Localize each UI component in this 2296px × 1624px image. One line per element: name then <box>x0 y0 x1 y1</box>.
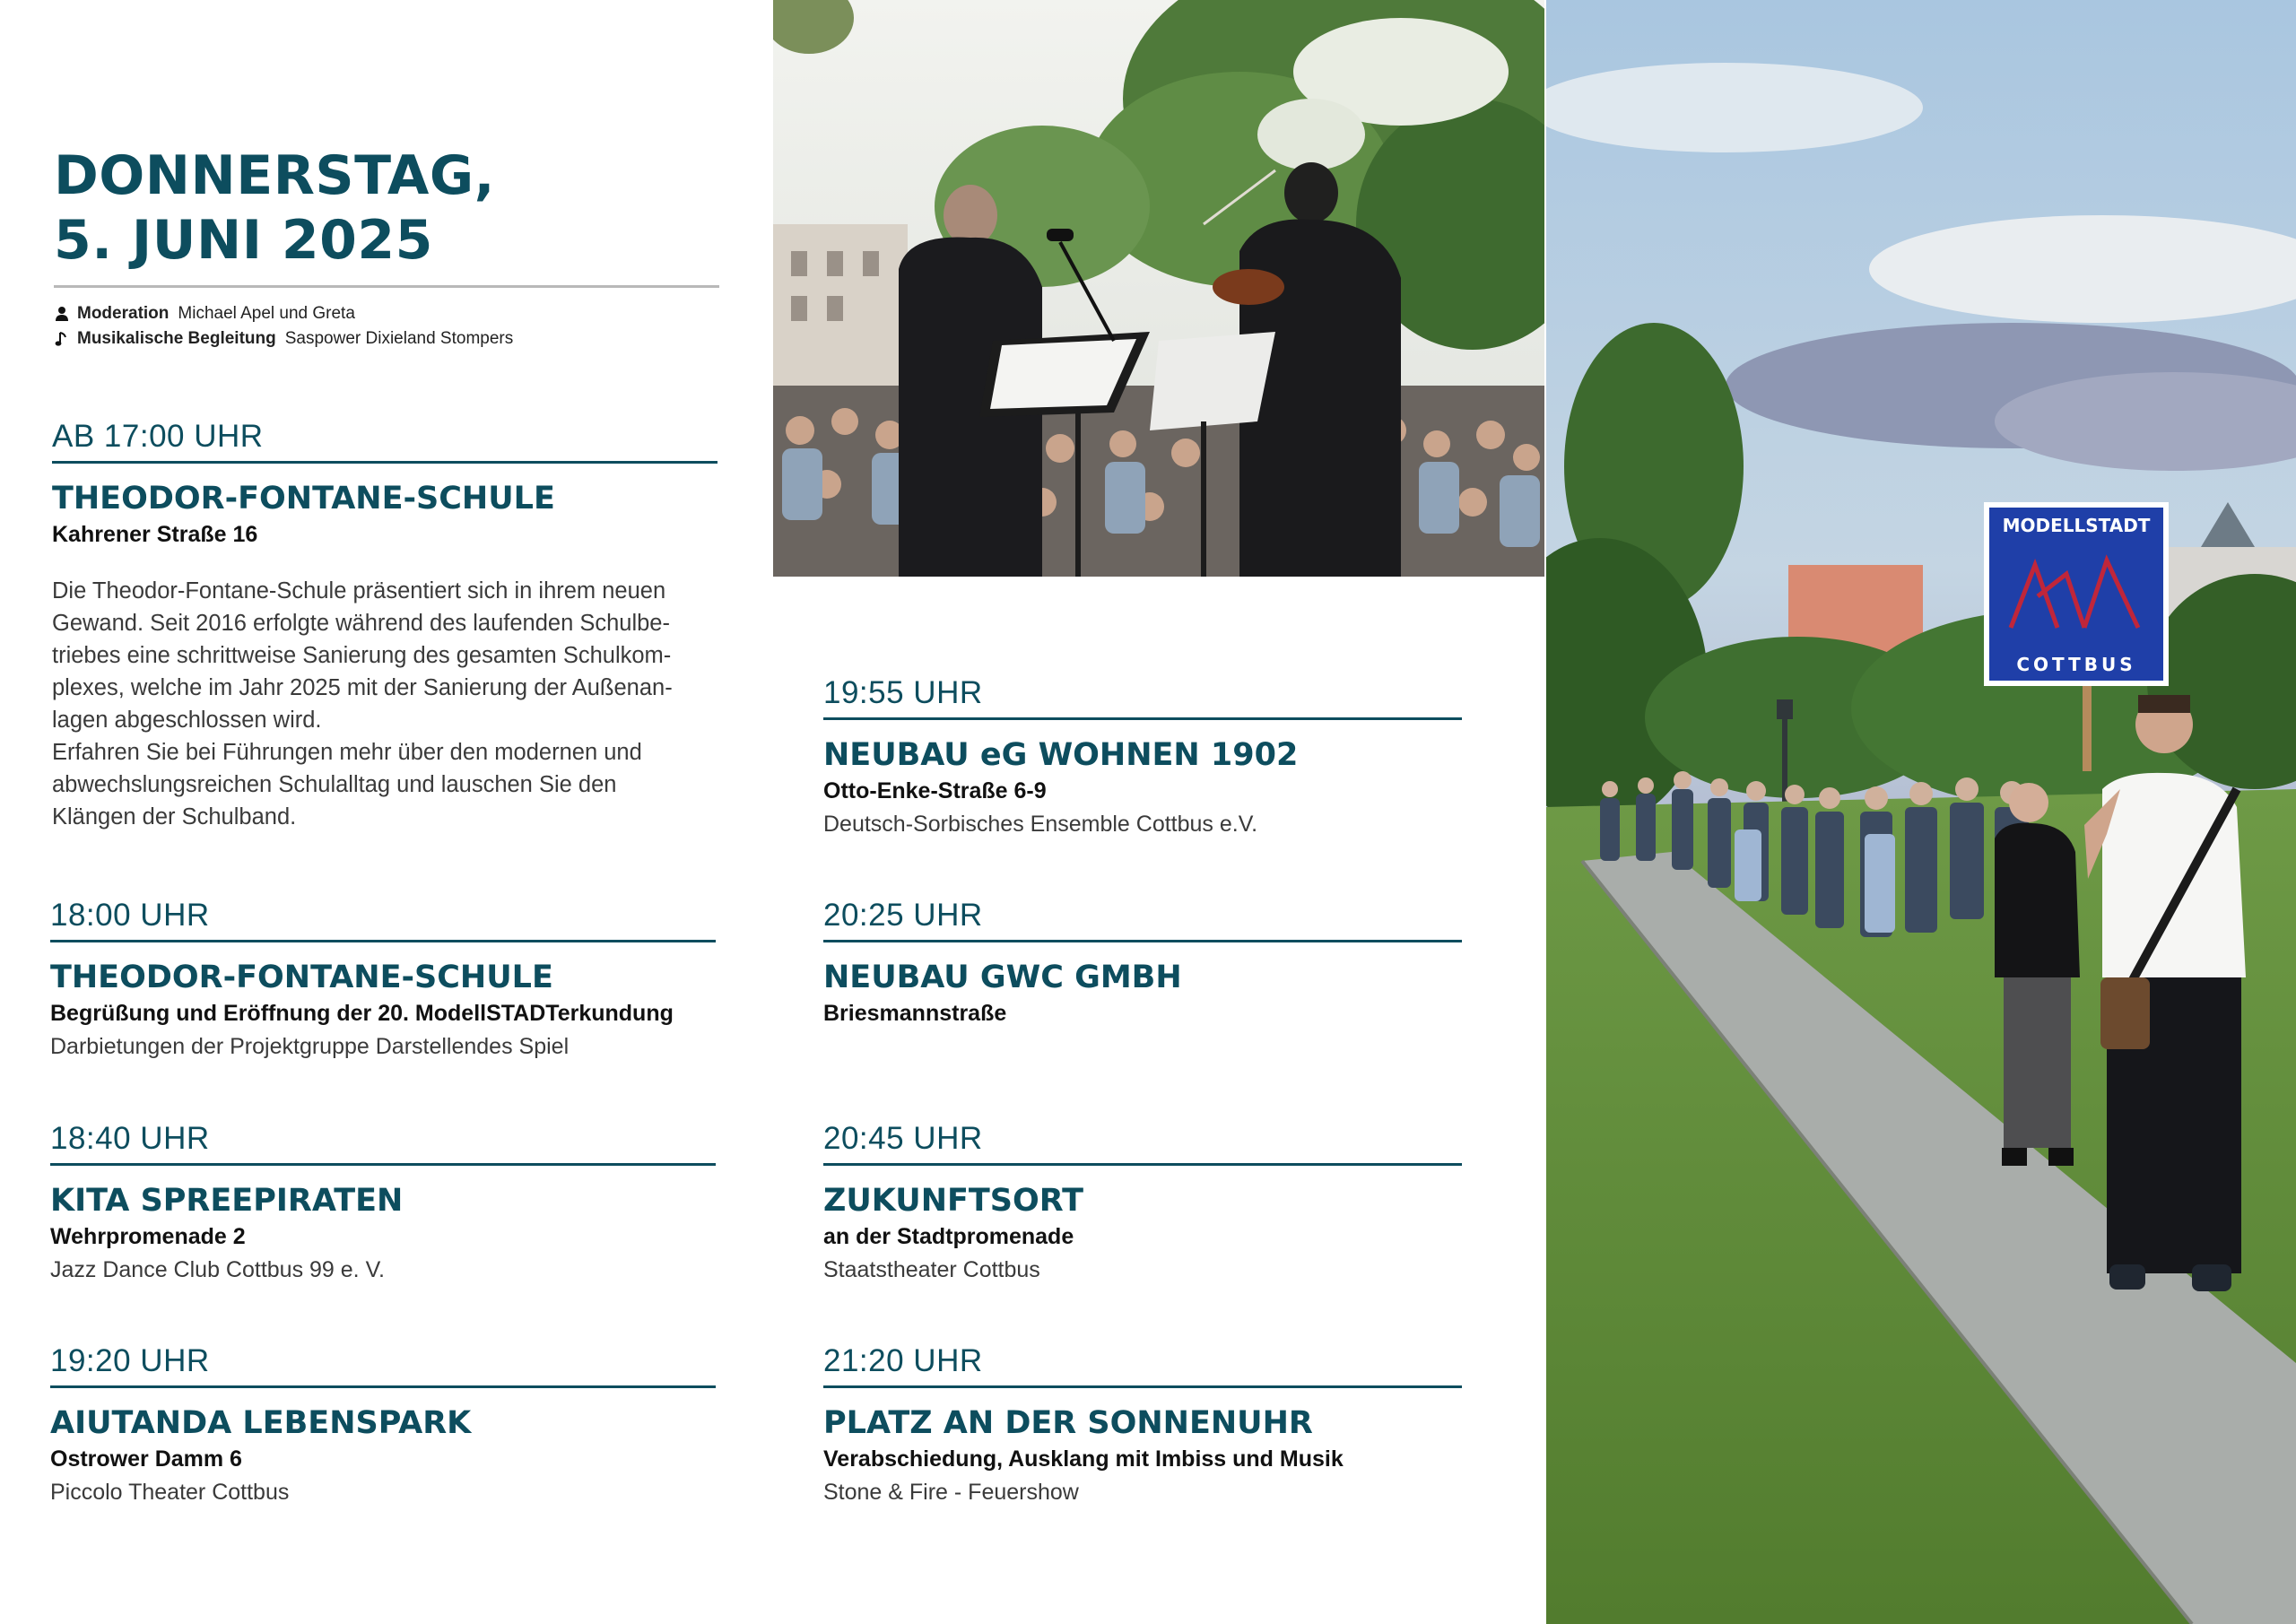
slot-title: THEODOR-FONTANE-SCHULE <box>50 960 553 995</box>
slot-time: AB 17:00 UHR <box>52 419 264 454</box>
slot-address: Begrüßung und Eröffnung der 20. ModellSTADTerkundung <box>50 1001 674 1026</box>
slot-address: Briesmannstraße <box>823 1001 1007 1026</box>
slot-divider <box>50 1163 716 1166</box>
slot-title: THEODOR-FONTANE-SCHULE <box>52 481 555 517</box>
slot-time: 21:20 UHR <box>823 1343 983 1378</box>
schedule-item <box>50 1342 716 1508</box>
description-line: abwechslungsreichen Schulalltag und lauschen Sie den <box>52 772 617 797</box>
slot-time: 20:25 UHR <box>823 898 983 933</box>
music-value: Saspower Dixieland Stompers <box>284 329 514 348</box>
slot-address: Wehrpromenade 2 <box>50 1224 246 1249</box>
slot-description <box>52 575 734 833</box>
slot-title: NEUBAU GWC GMBH <box>823 960 1182 995</box>
slot-divider <box>823 1385 1462 1388</box>
slot-time: 18:00 UHR <box>50 898 210 933</box>
schedule-item <box>52 418 734 833</box>
moderation-value: Michael Apel und Greta <box>178 304 355 323</box>
description-line: triebes eine schrittweise Sanierung des gesamten Schulkom- <box>52 643 672 668</box>
slot-performer: Stone & Fire - Feuershow <box>823 1480 1079 1505</box>
title-divider <box>54 285 719 288</box>
slot-title: KITA SPREEPIRATEN <box>50 1183 404 1219</box>
slot-address: Kahrener Straße 16 <box>52 522 258 547</box>
musicians-illustration <box>773 0 1544 577</box>
description-line: Klängen der Schulband. <box>52 804 297 829</box>
person-icon <box>54 306 70 322</box>
slot-title: ZUKUNFTSORT <box>823 1183 1084 1219</box>
slot-divider <box>50 1385 716 1388</box>
slot-title: NEUBAU eG WOHNEN 1902 <box>823 737 1299 773</box>
slot-address: Verabschiedung, Ausklang mit Imbiss und Musik <box>823 1446 1344 1472</box>
description-line: lagen abgeschlossen wird. <box>52 708 322 733</box>
description-line: Gewand. Seit 2016 erfolgte während des laufenden Schulbe- <box>52 611 670 636</box>
slot-time: 19:55 UHR <box>823 675 983 710</box>
slot-divider <box>823 940 1462 942</box>
description-line: Die Theodor-Fontane-Schule präsentiert sich in ihrem neuen <box>52 578 666 604</box>
sign-bottom-text: COTTBUS <box>2016 654 2136 675</box>
slot-time: 18:40 UHR <box>50 1121 210 1156</box>
title-date: 5. JUNI 2025 <box>54 209 433 272</box>
modellstadt-sign <box>1984 502 2169 686</box>
slot-performer: Staatstheater Cottbus <box>823 1257 1040 1282</box>
moderation-row <box>54 301 735 326</box>
slot-divider <box>823 1163 1462 1166</box>
page-title <box>54 143 735 273</box>
slot-performer: Piccolo Theater Cottbus <box>50 1480 290 1505</box>
slot-time: 20:45 UHR <box>823 1121 983 1156</box>
schedule-item <box>823 674 1462 840</box>
slot-performer: Deutsch-Sorbisches Ensemble Cottbus e.V. <box>823 812 1258 837</box>
schedule-item <box>823 897 1462 1029</box>
photo-musicians <box>773 0 1544 577</box>
credits <box>54 301 735 352</box>
slot-time: 19:20 UHR <box>50 1343 210 1378</box>
walk-illustration <box>1546 0 2296 1624</box>
moderation-label: Moderation <box>77 304 170 323</box>
slot-divider <box>50 940 716 942</box>
music-label: Musikalische Begleitung <box>77 329 276 348</box>
description-line: Erfahren Sie bei Führungen mehr über den modernen und <box>52 740 642 765</box>
title-day: DONNERSTAG, <box>54 144 495 207</box>
schedule-item <box>823 1342 1462 1508</box>
schedule-item <box>823 1120 1462 1286</box>
schedule-item <box>50 897 716 1063</box>
schedule-item <box>50 1120 716 1286</box>
slot-performer: Jazz Dance Club Cottbus 99 e. V. <box>50 1257 385 1282</box>
slot-divider <box>823 717 1462 720</box>
slot-title: AIUTANDA LEBENSPARK <box>50 1405 472 1441</box>
description-line: plexes, welche im Jahr 2025 mit der Sanierung der Außenan- <box>52 675 673 700</box>
photo-walking-group <box>1546 0 2296 1624</box>
sign-top-text: MODELLSTADT <box>2002 515 2151 536</box>
music-row <box>54 326 735 352</box>
slot-title: PLATZ AN DER SONNENUHR <box>823 1405 1313 1441</box>
slot-performer: Darbietungen der Projektgruppe Darstellendes Spiel <box>50 1034 570 1059</box>
slot-address: Ostrower Damm 6 <box>50 1446 242 1472</box>
slot-divider <box>52 461 718 464</box>
slot-address: an der Stadtpromenade <box>823 1224 1074 1249</box>
music-note-icon <box>54 331 70 347</box>
slot-address: Otto-Enke-Straße 6-9 <box>823 778 1047 803</box>
